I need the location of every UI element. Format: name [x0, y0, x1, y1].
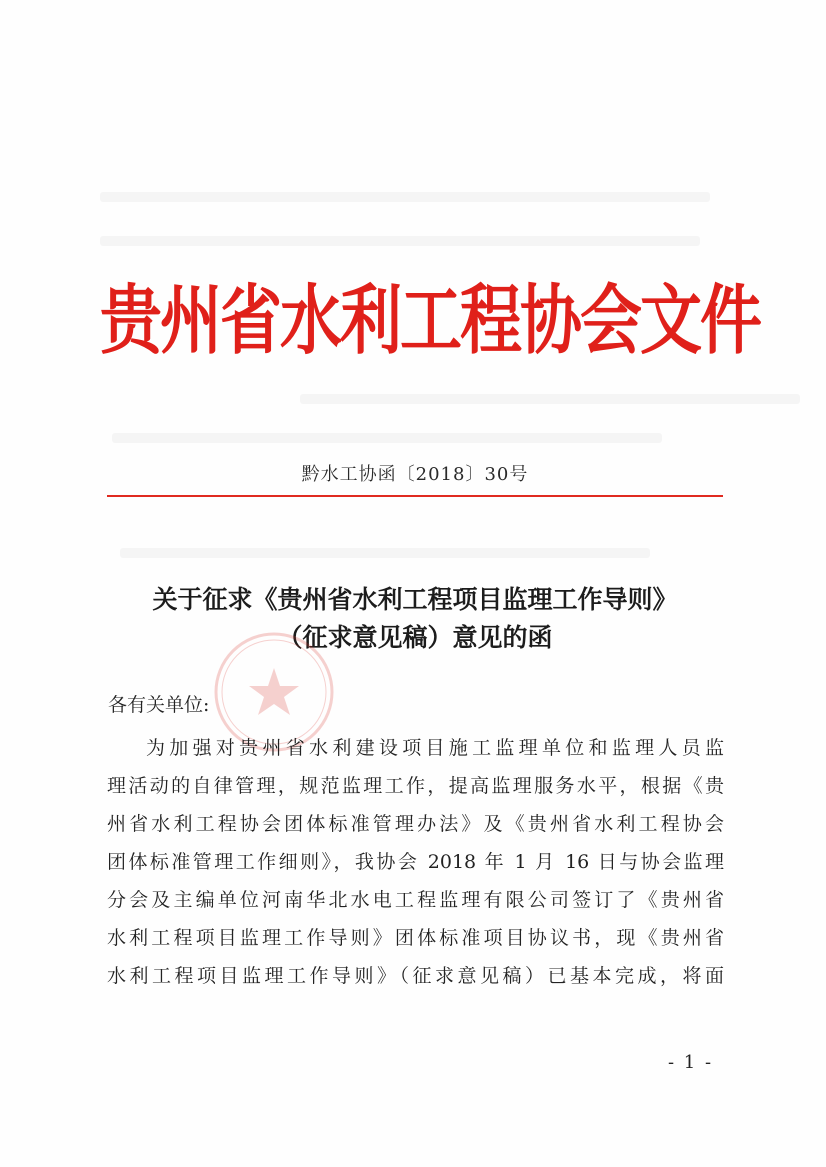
body-paragraph-line: 水利工程项目监理工作导则》团体标准项目协议书，现《贵州省: [107, 927, 724, 949]
body-paragraph-line: 州省水利工程协会团体标准管理办法》及《贵州省水利工程协会: [107, 813, 724, 835]
header-divider: [107, 495, 723, 497]
document-number: 黔水工协函〔2018〕30号: [301, 464, 529, 485]
show-through-text: [100, 236, 700, 246]
salutation: 各有关单位:: [108, 694, 210, 716]
show-through-text: [300, 394, 800, 404]
page-number: - 1 -: [668, 1052, 714, 1073]
subject-line-1: 关于征求《贵州省水利工程项目监理工作导则》: [152, 585, 678, 614]
show-through-text: [120, 548, 650, 558]
subject-line-2: （征求意见稿）意见的函: [277, 623, 553, 652]
body-paragraph-line: 理活动的自律管理，规范监理工作，提高监理服务水平，根据《贵: [107, 775, 724, 797]
body-paragraph-line: 为加强对贵州省水利建设项目施工监理单位和监理人员监: [146, 737, 724, 759]
body-paragraph-line: 水利工程项目监理工作导则》（征求意见稿）已基本完成，将面: [107, 965, 724, 987]
show-through-text: [112, 433, 662, 443]
show-through-text: [100, 192, 710, 202]
body-paragraph-line: 团体标准管理工作细则》，我协会 2018 年 1 月 16 日与协会监理: [107, 851, 724, 873]
document-title: 贵州省水利工程协会文件: [100, 275, 761, 365]
body-paragraph-line: 分会及主编单位河南华北水电工程监理有限公司签订了《贵州省: [107, 889, 724, 911]
